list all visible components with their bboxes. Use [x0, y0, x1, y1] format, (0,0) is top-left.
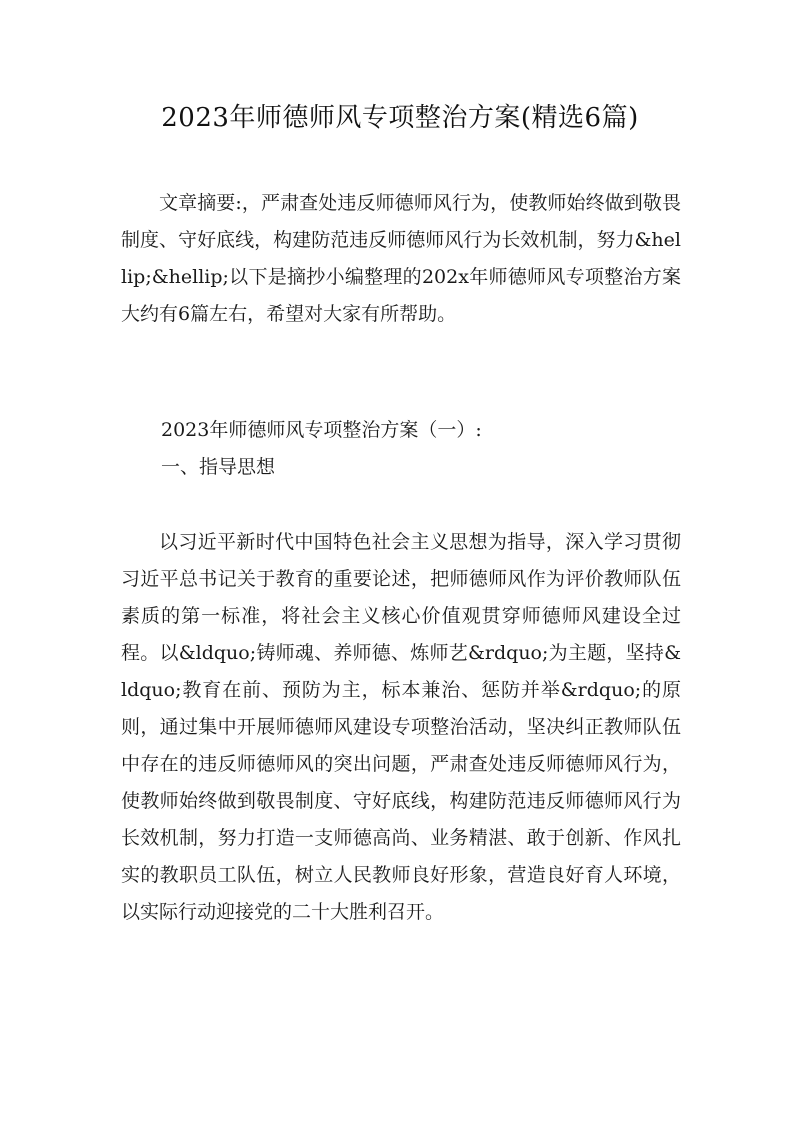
document-title: 2023年师德师风专项整治方案(精选6篇) — [161, 103, 639, 133]
body-paragraph: 以习近平新时代中国特色社会主义思想为指导，深入学习贯彻习近平总书记关于教育的重要论述，把师德师风作为评价教师队伍素质的第一标准，将社会主义核心价值观贯穿师德师风建设全过程。以&ldquo;铸师魂、养师德、炼师艺&rdquo;为主题，坚持&ldquo;教育在前、预防为主，标本兼治、惩防并举&rdquo;的原则，通过集中开展师德师风建设专项整治活动，坚决纠正教师队伍中存在的违反师德师风的突出问题，严肃查处违反师德师风行为，使教师始终做到敬畏制度、守好底线，构建防范违反师德师风行为长效机制，努力打造一支师德高尚、业务精湛、敢于创新、作风扎实的教职员工队伍，树立人民教师良好形象，营造良好育人环境，以实际行动迎接党的二十大胜利召开。 — [121, 531, 681, 923]
section-subheading: 2023年师德师风专项整治方案（一）: — [161, 419, 482, 441]
section-heading: 一、指导思想 — [161, 456, 276, 478]
abstract-paragraph: 文章摘要:，严肃查处违反师德师风行为，使教师始终做到敬畏制度、守好底线，构建防范违反师德师风行为长效机制，努力&hellip;&hellip;以下是摘抄小编整理的202x年师德师风专项整治方案大约有6篇左右，希望对大家有所帮助。 — [121, 192, 681, 325]
